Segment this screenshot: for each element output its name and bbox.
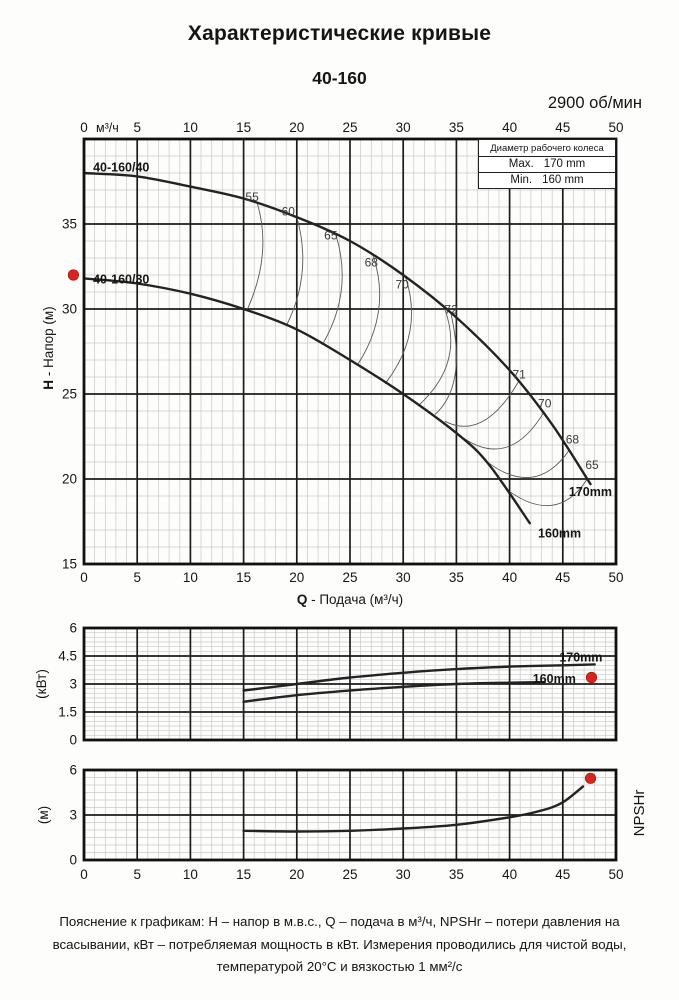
power-chart: [34, 621, 616, 748]
x-tick-label: 30: [395, 120, 411, 135]
rpm-label: 2900 об/мин: [547, 94, 642, 112]
x-tick-label: 40: [502, 867, 518, 882]
page-title: Характеристические кривые: [187, 22, 492, 45]
curve-label: 40-160/30: [93, 272, 150, 287]
x-tick-label: 35: [448, 867, 464, 882]
efficiency-contour: [247, 204, 263, 311]
impeller-max-row: [479, 157, 615, 173]
efficiency-label: 68: [565, 432, 580, 447]
x-tick-label: 25: [342, 867, 358, 882]
y-tick-label: 15: [61, 556, 77, 572]
impeller-max-label: Max.: [508, 158, 534, 170]
impeller-info-title: Диаметр рабочего колеса: [479, 140, 615, 157]
efficiency-label: 65: [324, 228, 338, 243]
x-tick-label: 20: [289, 570, 305, 585]
impeller-min-value: 160 mm: [542, 174, 584, 186]
x-tick-label: 5: [133, 570, 141, 585]
x-tick-label: 25: [342, 120, 358, 135]
efficiency-label: 71: [512, 367, 526, 382]
x-tick-label: 40: [502, 570, 518, 585]
x-tick-label: 5: [133, 120, 141, 135]
x-tick-label: 15: [236, 867, 252, 882]
x-tick-label: 45: [555, 867, 571, 882]
x-tick-label: 45: [555, 120, 571, 135]
curve-label: 170mm: [559, 650, 603, 665]
curve-label: 40-160/40: [93, 160, 150, 175]
red-dot-marker: [585, 773, 596, 784]
impeller-min-label: Min.: [510, 174, 533, 186]
y-tick-label: 6: [69, 620, 77, 636]
y-tick-label: 6: [69, 762, 77, 778]
red-dot-marker: [586, 672, 597, 683]
x-tick-label: 50: [608, 120, 624, 135]
head-flow-chart: [41, 120, 624, 607]
efficiency-contour: [485, 450, 569, 477]
x-tick-label: 20: [289, 867, 305, 882]
x-tick-label: 15: [236, 120, 252, 135]
y-tick-label: 3: [69, 807, 77, 823]
x-axis-unit: м³/ч: [96, 121, 119, 135]
efficiency-contour: [385, 277, 411, 384]
y-tick-label: 35: [61, 216, 77, 232]
y-tick-label: 1.5: [58, 704, 77, 720]
y-tick-label: 3: [69, 676, 77, 692]
x-tick-label: 40: [502, 120, 518, 135]
x-axis-title: Q - Подача (м³/ч): [296, 592, 404, 607]
x-tick-label: 50: [608, 570, 624, 585]
y-axis-title: H - Напор (м): [41, 306, 56, 390]
efficiency-label: 70: [538, 396, 552, 411]
x-tick-label: 35: [448, 570, 464, 585]
x-tick-label: 50: [608, 867, 624, 882]
x-tick-label: 0: [80, 120, 88, 135]
x-tick-label: 10: [182, 120, 198, 135]
x-tick-label: 35: [448, 120, 464, 135]
curve-40-160/30: [84, 278, 530, 523]
impeller-max-value: 170 mm: [543, 158, 586, 170]
y-tick-label: 20: [61, 471, 77, 487]
impeller-info-box: [478, 139, 616, 189]
x-tick-label: 0: [80, 867, 88, 882]
y-tick-label: 0: [69, 852, 77, 868]
pump-model-label: 40-160: [312, 68, 367, 88]
efficiency-contour: [464, 413, 544, 449]
x-tick-label: 25: [342, 570, 358, 585]
npshr-axis-title: NPSHr: [631, 789, 648, 837]
x-tick-label: 10: [182, 570, 198, 585]
x-tick-label: 15: [236, 570, 252, 585]
efficiency-label: 68: [364, 255, 378, 270]
npsh-chart: [36, 763, 648, 883]
x-tick-label: 10: [182, 867, 198, 882]
efficiency-label: 55: [245, 190, 259, 205]
y-tick-label: 30: [61, 301, 77, 317]
x-tick-label: 30: [395, 867, 411, 882]
footnote: Пояснение к графикам: H – напор в м.в.с., Q – подача в м³/ч, NPSHr – потери давления на всасывании, кВт – потребляемая мощность в кВт. Измерения проводились для чистой воды, температурой 20°C и вязкостью 1 мм²/с: [52, 914, 627, 975]
efficiency-label: 72: [444, 302, 458, 317]
efficiency-label: 70: [395, 277, 409, 292]
x-tick-label: 30: [395, 570, 411, 585]
curve-NPSHr: [244, 787, 583, 832]
curve-label: 160mm: [532, 672, 576, 687]
efficiency-label: 60: [281, 204, 295, 219]
impeller-min-row: [479, 173, 615, 188]
y-axis-title: (кВт): [34, 669, 49, 699]
y-axis-title: (м): [36, 805, 51, 825]
x-tick-label: 20: [289, 120, 305, 135]
curve-label: 160mm: [538, 526, 582, 541]
red-dot-marker: [68, 270, 79, 281]
curve-40-160/40: [84, 173, 591, 484]
efficiency-label: 65: [585, 457, 599, 472]
x-tick-label: 5: [133, 867, 141, 882]
x-tick-label: 45: [555, 570, 571, 585]
y-tick-label: 0: [69, 732, 77, 748]
y-tick-label: 4.5: [58, 648, 77, 664]
y-tick-label: 25: [61, 386, 77, 402]
curve-label: 170mm: [568, 485, 613, 499]
x-tick-label: 0: [80, 570, 88, 585]
